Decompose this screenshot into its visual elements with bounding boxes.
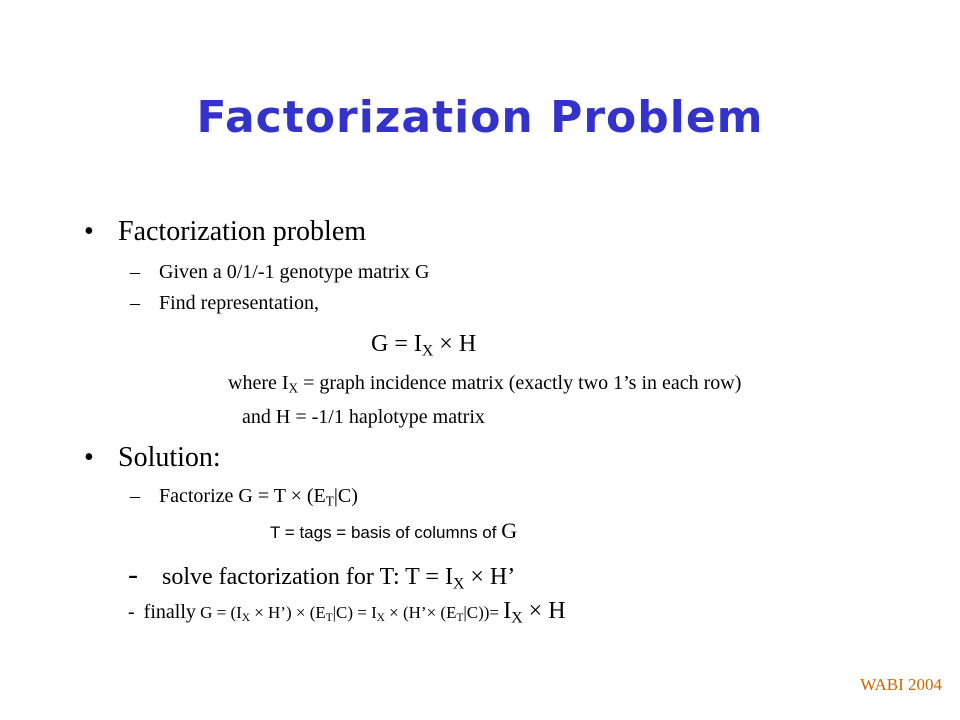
and-line: and H = -1/1 haplotype matrix [242,406,485,428]
footer-label: WABI 2004 [860,675,942,694]
bullet-2-symbol: • [84,442,94,473]
subitem-2-dash: – [130,292,140,314]
tags-line [270,520,517,542]
where-pre: where I [228,372,289,394]
finally-line [128,598,566,627]
finally-b: × H’) × (E [249,603,326,622]
finally-sub-x3: X [511,609,523,627]
tags-pre: T = tags = basis of columns of [270,523,502,542]
tags-big: G [501,518,518,543]
finally-expression [195,603,504,625]
where-line [228,372,742,396]
solve-post: × H’ [464,564,516,590]
equation-lhs: G = I [371,331,422,357]
factorize-pre: Factorize G = T × (E [159,485,326,507]
finally-tail [503,598,566,627]
finally-d: × (H’× (E [384,603,457,622]
finally-word: finally [143,601,196,623]
finally-sub-t1: T [325,612,333,625]
equation-line [371,331,477,360]
finally-a: G = (I [195,603,242,622]
subitem-2-text: Find representation, [159,292,319,314]
solve-sub: X [452,575,465,593]
bullet-1-symbol: • [84,216,94,247]
finally-sub-t2: T [456,612,464,625]
solve-pre: solve factorization for T: T = I [156,564,453,590]
subitem-1-text: Given a 0/1/-1 genotype matrix G [159,261,430,283]
factorize-post: |C) [333,485,358,507]
bullet-1-text: Factorization problem [118,216,367,247]
bullet-2-text: Solution: [118,442,221,473]
finally-dash: - [128,601,135,623]
subitem-1-dash: – [130,261,140,283]
finally-sub-x1: X [241,612,250,625]
factorize-line [159,485,358,509]
factorize-sub: T [325,493,334,509]
finally-g: × H [522,598,566,624]
solve-dash: - [128,558,138,591]
equation-rhs: × H [433,331,477,357]
equation-sub: X [421,342,434,360]
finally-e: |C))= [463,603,504,622]
finally-c: |C) = I [332,603,377,622]
where-post: = graph incidence matrix (exactly two 1’s in each row) [298,372,742,394]
slide-title: Factorization Problem [196,92,764,143]
where-sub: X [288,380,299,396]
subitem-3-dash: – [130,485,140,507]
finally-f: I [503,598,512,624]
solve-line [128,558,516,593]
finally-sub-x2: X [376,612,385,625]
